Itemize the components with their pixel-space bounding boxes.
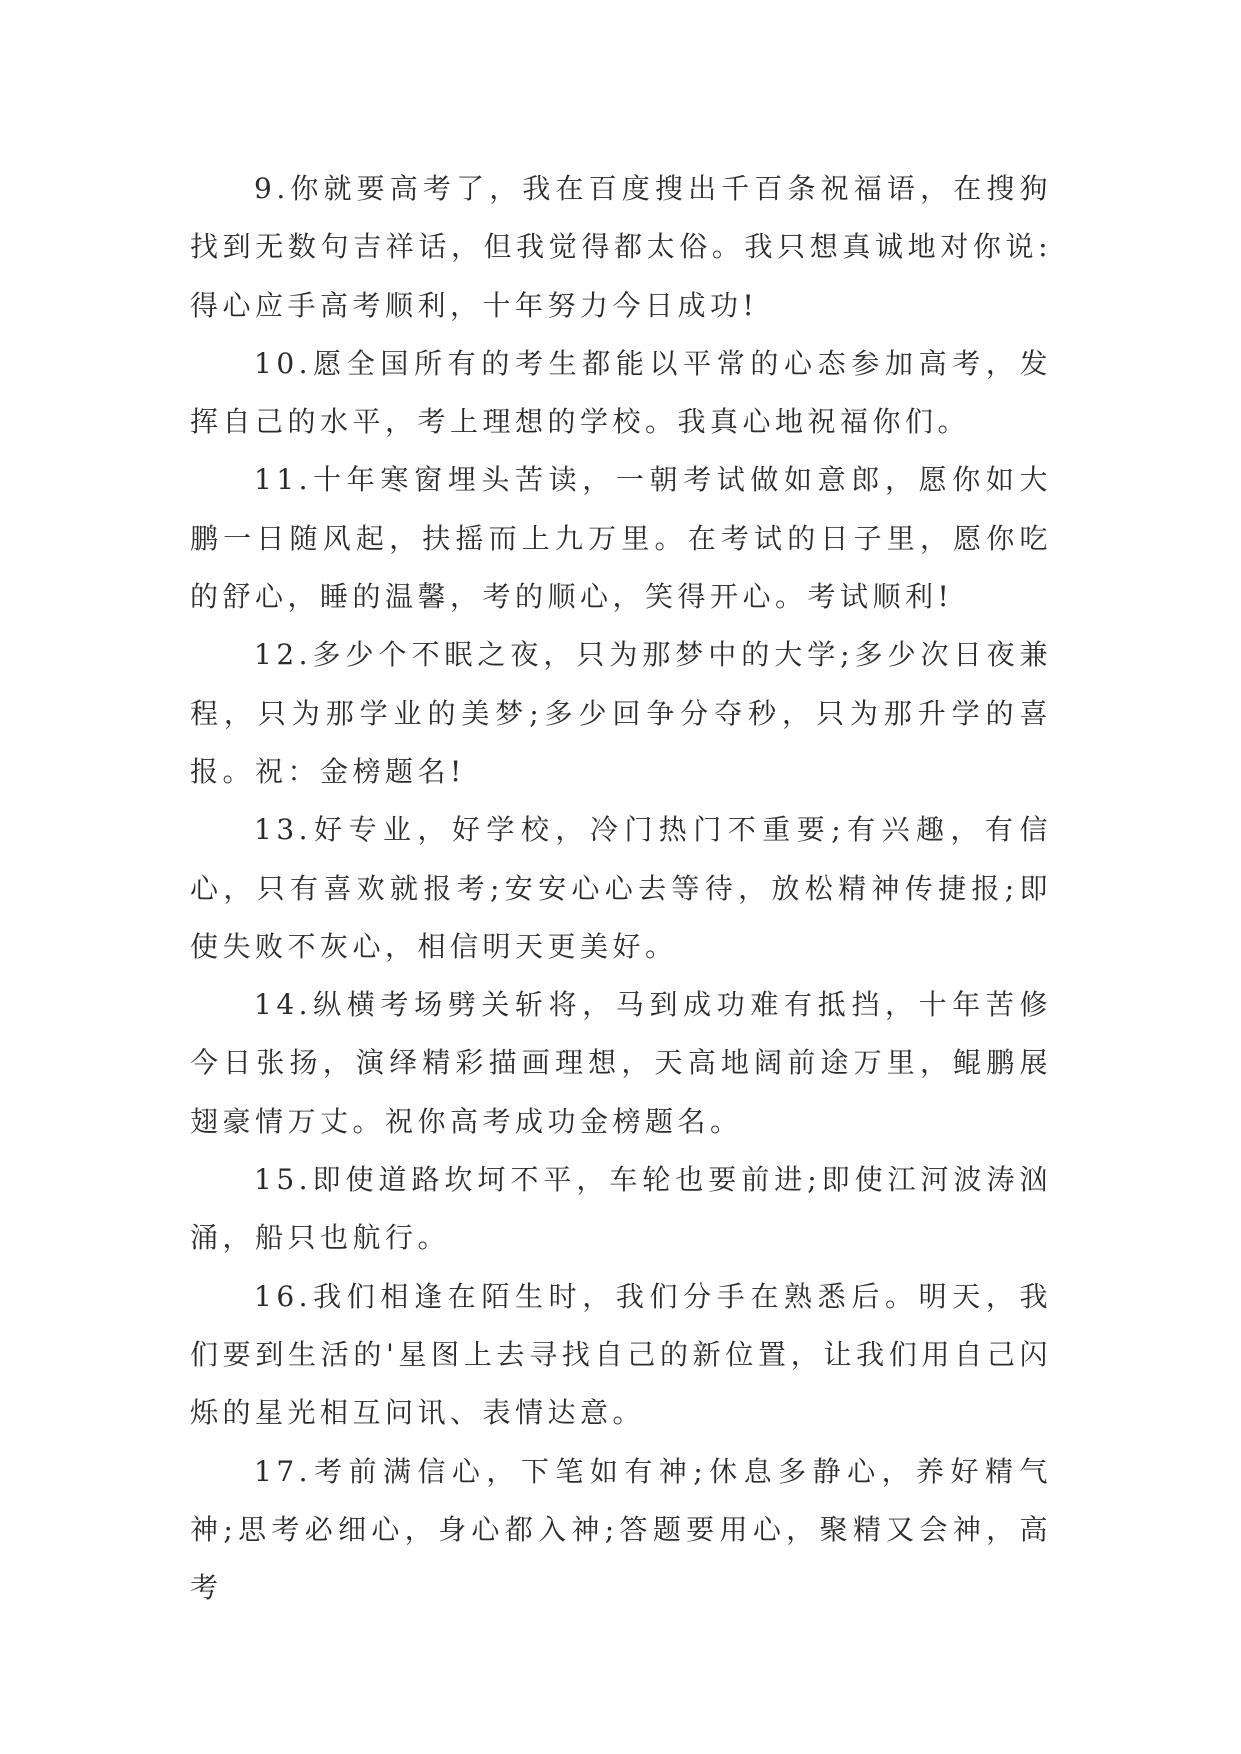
document-body [190,160,1052,1617]
paragraph-16: 16.我们相逢在陌生时，我们分手在熟悉后。明天，我们要到生活的'星图上去寻找自己的新位置，让我们用自己闪烁的星光相互问讯、表情达意。 [190,1279,1052,1430]
paragraph-9: 9.你就要高考了，我在百度搜出千百条祝福语，在搜狗找到无数句吉祥话，但我觉得都太俗。我只想真诚地对你说:得心应手高考顺利，十年努力今日成功! [190,172,1052,322]
paragraph-12: 12.多少个不眠之夜，只为那梦中的大学;多少次日夜兼程，只为那学业的美梦;多少回争分夺秒，只为那升学的喜报。祝：金榜题名! [190,638,1052,788]
paragraph-14: 14.纵横考场劈关斩将，马到成功难有抵挡，十年苦修今日张扬，演绎精彩描画理想，天高地阔前途万里，鲲鹏展翅豪情万丈。祝你高考成功金榜题名。 [190,988,1052,1138]
paragraph-10: 10.愿全国所有的考生都能以平常的心态参加高考，发挥自己的水平，考上理想的学校。我真心地祝福你们。 [190,346,1052,439]
paragraph-11: 11.十年寒窗埋头苦读，一朝考试做如意郎，愿你如大鹏一日随风起，扶摇而上九万里。在考试的日子里，愿你吃的舒心，睡的温馨，考的顺心，笑得开心。考试顺利! [190,463,1052,614]
paragraph-15: 15.即使道路坎坷不平，车轮也要前进;即使江河波涛汹涌，船只也航行。 [190,1163,1052,1255]
paragraph-17: 17.考前满信心，下笔如有神;休息多静心，养好精气神;思考必细心，身心都入神;答题要用心，聚精又会神，高考 [190,1454,1052,1605]
paragraph-13: 13.好专业，好学校，冷门热门不重要;有兴趣，有信心，只有喜欢就报考;安安心心去等待，放松精神传捷报;即使失败不灰心，相信明天更美好。 [190,813,1052,963]
